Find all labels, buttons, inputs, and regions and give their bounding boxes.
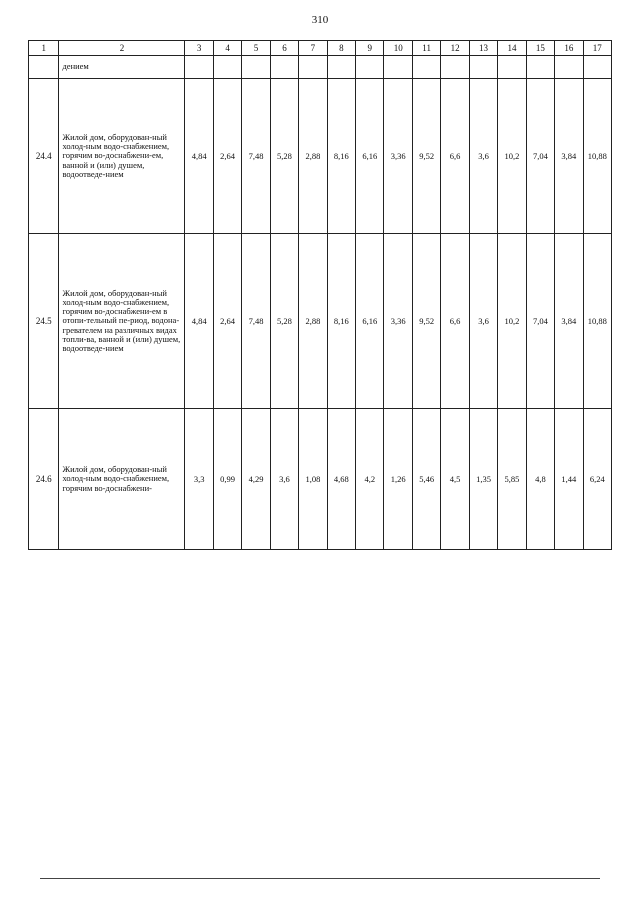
value-cell: 10,88 xyxy=(583,79,611,234)
table-cell xyxy=(441,56,469,79)
table-cell xyxy=(242,56,270,79)
value-cell: 2,64 xyxy=(213,234,241,409)
value-cell: 6,6 xyxy=(441,234,469,409)
tariff-table xyxy=(28,40,612,550)
value-cell: 6,16 xyxy=(356,234,384,409)
table-cell xyxy=(213,56,241,79)
table-cell xyxy=(555,56,583,79)
value-cell: 5,28 xyxy=(270,234,298,409)
value-cell: 8,16 xyxy=(327,234,355,409)
value-cell: 7,48 xyxy=(242,234,270,409)
column-number-row xyxy=(29,41,612,56)
column-header: 11 xyxy=(412,41,440,56)
value-cell: 2,64 xyxy=(213,79,241,234)
value-cell: 2,88 xyxy=(299,79,327,234)
value-cell: 0,99 xyxy=(213,409,241,550)
column-header: 8 xyxy=(327,41,355,56)
value-cell: 4,5 xyxy=(441,409,469,550)
table-row xyxy=(29,409,612,550)
value-cell: 3,36 xyxy=(384,234,412,409)
value-cell: 4,84 xyxy=(185,234,213,409)
column-header: 10 xyxy=(384,41,412,56)
row-id: 24.6 xyxy=(29,409,59,550)
value-cell: 3,6 xyxy=(270,409,298,550)
table-row xyxy=(29,234,612,409)
value-cell: 5,85 xyxy=(498,409,526,550)
table-cell xyxy=(299,56,327,79)
column-header: 13 xyxy=(469,41,497,56)
value-cell: 3,84 xyxy=(555,79,583,234)
table-row xyxy=(29,79,612,234)
table-cell xyxy=(526,56,554,79)
column-header: 9 xyxy=(356,41,384,56)
value-cell: 9,52 xyxy=(412,79,440,234)
column-header: 12 xyxy=(441,41,469,56)
column-header: 1 xyxy=(29,41,59,56)
column-header: 4 xyxy=(213,41,241,56)
page-number: 310 xyxy=(311,14,329,26)
value-cell: 4,84 xyxy=(185,79,213,234)
value-cell: 3,84 xyxy=(555,234,583,409)
value-cell: 10,88 xyxy=(583,234,611,409)
table-cell xyxy=(185,56,213,79)
column-header: 3 xyxy=(185,41,213,56)
bottom-rule xyxy=(40,878,600,879)
table-cell xyxy=(270,56,298,79)
table-cell xyxy=(583,56,611,79)
column-header: 17 xyxy=(583,41,611,56)
value-cell: 4,8 xyxy=(526,409,554,550)
value-cell: 1,44 xyxy=(555,409,583,550)
value-cell: 3,6 xyxy=(469,234,497,409)
value-cell: 3,3 xyxy=(185,409,213,550)
column-header: 2 xyxy=(59,41,185,56)
value-cell: 6,24 xyxy=(583,409,611,550)
column-header: 14 xyxy=(498,41,526,56)
table-cell xyxy=(469,56,497,79)
value-cell: 9,52 xyxy=(412,234,440,409)
row-id: 24.5 xyxy=(29,234,59,409)
value-cell: 4,29 xyxy=(242,409,270,550)
value-cell: 4,68 xyxy=(327,409,355,550)
column-header: 16 xyxy=(555,41,583,56)
column-header: 15 xyxy=(526,41,554,56)
value-cell: 4,2 xyxy=(356,409,384,550)
table-cell xyxy=(356,56,384,79)
value-cell: 10,2 xyxy=(498,79,526,234)
value-cell: 7,48 xyxy=(242,79,270,234)
continuation-row xyxy=(29,56,612,79)
value-cell: 1,35 xyxy=(469,409,497,550)
value-cell: 1,08 xyxy=(299,409,327,550)
continuation-text: дением xyxy=(59,56,185,79)
row-description: Жилой дом, оборудован-ный холод-ным водо-снабжением, горячим во-доснабжени-ем, ванной и (или) душем, водоотведе-нием xyxy=(59,79,185,234)
row-description: Жилой дом, оборудован-ный холод-ным водо-снабжением, горячим во-доснабжени- xyxy=(59,409,185,550)
row-id: 24.4 xyxy=(29,79,59,234)
table-cell xyxy=(412,56,440,79)
value-cell: 5,28 xyxy=(270,79,298,234)
value-cell: 1,26 xyxy=(384,409,412,550)
value-cell: 3,36 xyxy=(384,79,412,234)
value-cell: 5,46 xyxy=(412,409,440,550)
column-header: 5 xyxy=(242,41,270,56)
table-cell xyxy=(29,56,59,79)
tariff-table-sheet xyxy=(28,40,612,550)
value-cell: 8,16 xyxy=(327,79,355,234)
value-cell: 6,6 xyxy=(441,79,469,234)
value-cell: 7,04 xyxy=(526,79,554,234)
row-description: Жилой дом, оборудован-ный холод-ным водо-снабжением, горячим во-доснабжени-ем в отопи-тельный пе-риод, водона-гревателем на различных видах топли-ва, ванной и (или) душем, водоотведе-нием xyxy=(59,234,185,409)
table-cell xyxy=(498,56,526,79)
column-header: 7 xyxy=(299,41,327,56)
table-cell xyxy=(327,56,355,79)
value-cell: 3,6 xyxy=(469,79,497,234)
value-cell: 2,88 xyxy=(299,234,327,409)
value-cell: 10,2 xyxy=(498,234,526,409)
column-header: 6 xyxy=(270,41,298,56)
value-cell: 6,16 xyxy=(356,79,384,234)
table-cell xyxy=(384,56,412,79)
value-cell: 7,04 xyxy=(526,234,554,409)
